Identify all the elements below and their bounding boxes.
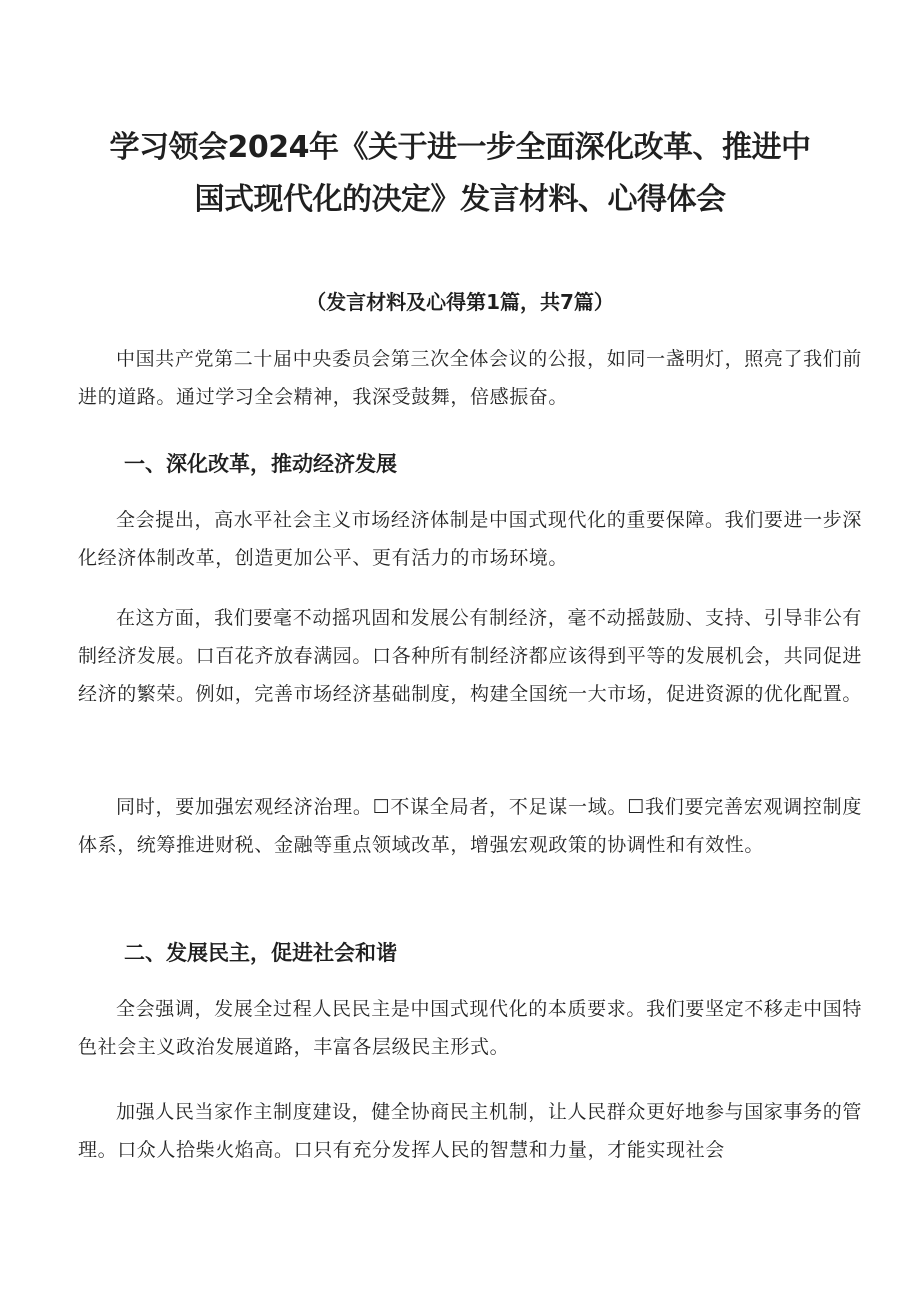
document-subtitle: （发言材料及心得第1篇，共7篇） [306, 290, 614, 314]
paragraph-5: 加强人民当家作主制度建设，健全协商民主机制，让人民群众更好地参与国家事务的管理。口众人拾柴火焰高。口只有充分发挥人民的智慧和力量，才能实现社会 [78, 1101, 862, 1161]
section-heading-2: 二、发展民主，促进社会和谐 [124, 941, 397, 965]
paragraph-2: 在这方面，我们要毫不动摇巩固和发展公有制经济，毫不动摇鼓励、支持、引导非公有制经济发展。口百花齐放春满园。口各种所有制经济都应该得到平等的发展机会，共同促进经济的繁荣。例如，完善市场经济基础制度，构建全国统一大市场，促进资源的优化配置。 [78, 607, 863, 705]
section-heading-1: 一、深化改革，推动经济发展 [124, 452, 397, 476]
title-line-2: 国式现代化的决定》发言材料、心得体会 [194, 182, 726, 217]
paragraph-intro: 中国共产党第二十届中央委员会第三次全体会议的公报，如同一盏明灯，照亮了我们前进的道路。通过学习全会精神，我深受鼓舞，倍感振奋。 [78, 348, 862, 408]
paragraph-4: 全会强调，发展全过程人民民主是中国式现代化的本质要求。我们要坚定不移走中国特色社会主义政治发展道路，丰富各层级民主形式。 [78, 998, 862, 1058]
title-line-1: 学习领会2024年《关于进一步全面深化改革、推进中 [109, 130, 811, 165]
paragraph-1: 全会提出，高水平社会主义市场经济体制是中国式现代化的重要保障。我们要进一步深化经济体制改革，创造更加公平、更有活力的市场环境。 [78, 509, 862, 569]
document-title [60, 122, 860, 226]
paragraph-3: 同时，要加强宏观经济治理。☐不谋全局者，不足谋一域。☐我们要完善宏观调控制度体系，统筹推进财税、金融等重点领域改革，增强宏观政策的协调性和有效性。 [78, 796, 862, 856]
